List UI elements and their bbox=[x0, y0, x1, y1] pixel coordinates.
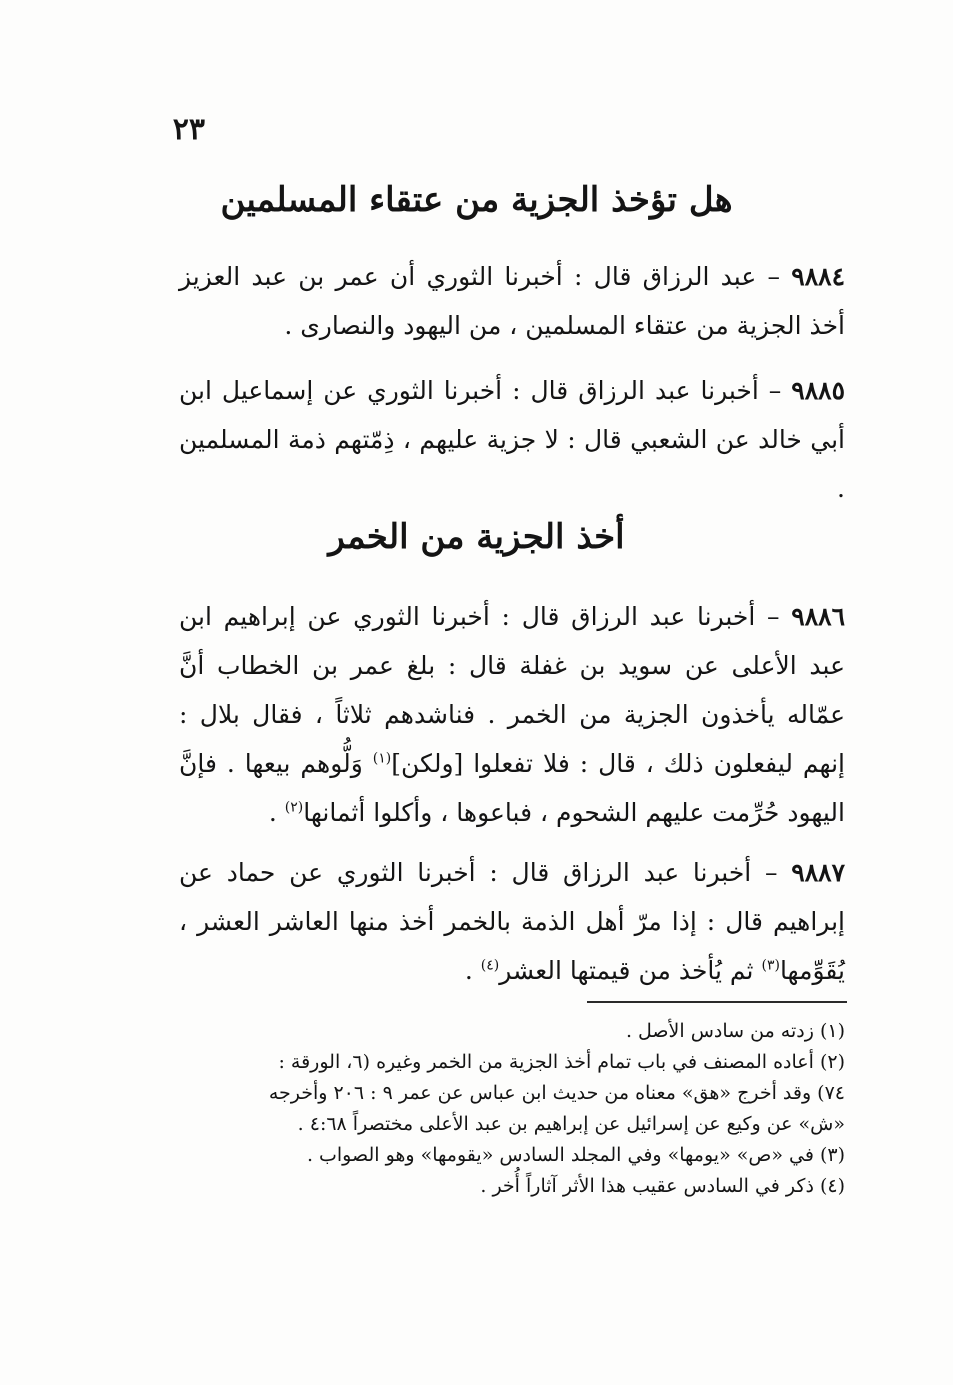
footnote-ref-2: (٢) bbox=[284, 799, 304, 816]
hadith-number: ٩٨٨٥ bbox=[791, 376, 845, 405]
hadith-number: ٩٨٨٤ bbox=[791, 262, 845, 291]
section-heading-freed-muslims: هل تؤخذ الجزية من عتقاء المسلمين bbox=[220, 180, 733, 220]
page-number: ٢٣ bbox=[172, 112, 205, 147]
hadith-paragraph-9885 bbox=[179, 366, 845, 513]
hadith-text: وَلُّوهم بيعها . فإنَّ اليهود حُرِّمت عليهم الشحوم ، فباعوها ، وأكلوا أثمانها bbox=[179, 749, 845, 827]
footnote-ref-4: (٤) bbox=[480, 957, 500, 974]
footnote-divider bbox=[587, 1001, 847, 1003]
footnote-ref-1: (١) bbox=[372, 750, 392, 767]
hadith-text: ثم يُأخذ من قيمتها العشر bbox=[499, 956, 762, 985]
hadith-number: ٩٨٨٦ bbox=[791, 602, 845, 631]
hadith-paragraph-9887 bbox=[179, 848, 845, 995]
hadith-number: ٩٨٨٧ bbox=[791, 858, 845, 887]
footnotes bbox=[175, 1016, 845, 1202]
hadith-paragraph-9884 bbox=[179, 252, 845, 350]
section-heading-wine: أخذ الجزية من الخمر bbox=[328, 517, 625, 557]
footnote-3: (٣) في «ص» «يومها» وفي المجلد السادس «يقومها» وهو الصواب . bbox=[306, 1144, 845, 1166]
footnote-2-continued: «ش» عن وكيع عن إسرائيل عن إبراهيم بن عبد الأعلى مختصراً ٤:٦٨ . bbox=[297, 1113, 845, 1135]
hadith-text: . bbox=[268, 798, 285, 827]
footnote-2-continued: ٧٤) وقد أخرج «هق» معناه من حديث ابن عباس عن عمر ٩ : ٢٠٦ وأخرجه bbox=[268, 1082, 845, 1104]
hadith-paragraph-9886 bbox=[179, 592, 845, 837]
footnote-ref-3: (٣) bbox=[761, 957, 780, 974]
hadith-text: – عبد الرزاق قال : أخبرنا الثوري أن عمر بن عبد العزيز أخذ الجزية من عتقاء المسلمين ، من اليهود والنصارى . bbox=[179, 262, 845, 340]
footnote-4: (٤) ذكر في السادس عقيب هذا الأثر آثاراً أُخر . bbox=[480, 1175, 845, 1197]
hadith-text: – أخبرنا عبد الرزاق قال : أخبرنا الثوري عن حماد عن إبراهيم قال : إذا مرّ أهل الذمة بالخمر أخذ منها العاشر العشر ، يُقَوِّمها bbox=[179, 858, 845, 985]
footnote-1: (١) زدته من سادس الأصل . bbox=[625, 1020, 845, 1042]
hadith-text: – أخبرنا عبد الرزاق قال : أخبرنا الثوري عن إبراهيم ابن عبد الأعلى عن سويد بن غفلة قال : بلغ عمر بن الخطاب أنَّ عمّاله يأخذون الجزية من الخمر . فناشدهم ثلاثاً ، فقال بلال : إنهم ليفعلون ذلك ، قال : فلا تفعلوا [ولكن] bbox=[179, 602, 845, 778]
hadith-text: – أخبرنا عبد الرزاق قال : أخبرنا الثوري عن إسماعيل ابن أبي خالد عن الشعبي قال : لا جزية عليهم ، ذِمّتهم ذمة المسلمين . bbox=[179, 376, 845, 503]
hadith-text: . bbox=[464, 956, 481, 985]
footnote-2: (٢) أعاده المصنف في باب تمام أخذ الجزية من الخمر وغيره (٦، الورقة : bbox=[278, 1051, 845, 1073]
